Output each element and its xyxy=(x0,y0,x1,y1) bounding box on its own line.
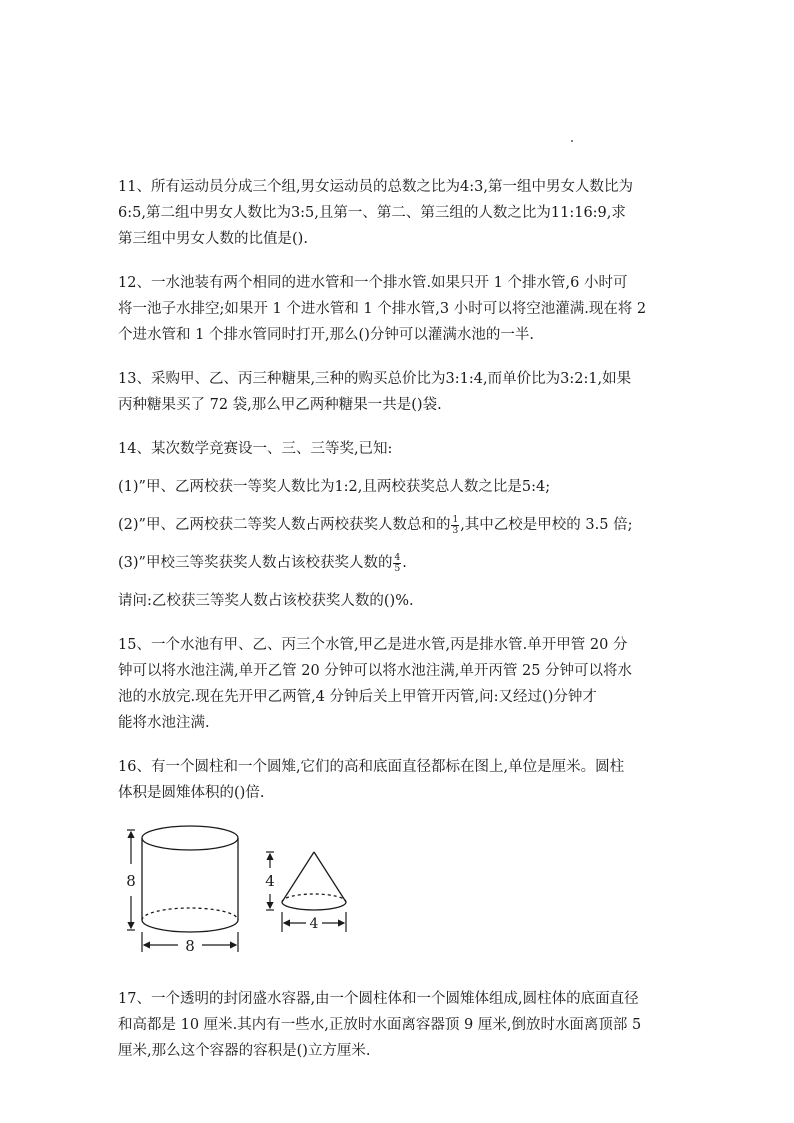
q11-line3: 第三组中男女人数的比值是(). xyxy=(118,231,308,247)
q14-condition-1: (1)”甲、乙两校获一等奖人数比为1:2,且两校获奖总人数之比是5:4; xyxy=(118,479,551,495)
question-12 xyxy=(118,270,678,348)
q17-line1: 17、一个透明的封闭盛水容器,由一个圆柱体和一个圆雉体组成,圆柱体的底面直径 xyxy=(118,991,639,1007)
q13-line1: 13、采购甲、乙、丙三种糖果,三种的购买总价比为3:1:4,而单价比为3:2:1,如果 xyxy=(118,371,632,387)
cylinder-height-label: 8 xyxy=(126,872,136,890)
q12-line1: 12、一水池装有两个相同的进水管和一个排水管.如果只开 1 个排水管,6 小时可 xyxy=(118,275,628,291)
q15-line3: 池的水放完.现在先开甲乙两管,4 分钟后关上甲管开丙管,问:又经过()分钟才 xyxy=(118,689,597,705)
question-13 xyxy=(118,366,678,418)
q14-condition-2 xyxy=(118,512,678,538)
q14-intro: 14、某次数学竞赛设一、三、三等奖,已知: xyxy=(118,441,393,457)
q17-line2: 和高都是 10 厘米.其内有一些水,正放时水面离容器顶 9 厘米,倒放时水面离顶部 5 xyxy=(118,1017,642,1033)
cone-height-label: 4 xyxy=(265,872,275,890)
q16-line2: 体积是圆雉体积的()倍. xyxy=(118,785,265,801)
question-17 xyxy=(118,986,678,1064)
q14-c2-text: (2)”甲、乙两校获二等奖人数占两校获奖人数总和的 xyxy=(118,517,451,533)
q11-line1: 11、所有运动员分成三个组,男女运动员的总数之比为4:3,第一组中男女人数比为 xyxy=(118,179,634,195)
q15-line1: 15、一个水池有甲、乙、丙三个水管,甲乙是进水管,丙是排水管.单开甲管 20 分 xyxy=(118,637,628,653)
cylinder-diameter-label: 8 xyxy=(185,937,195,955)
q14-c3-tail: . xyxy=(402,555,407,571)
q11-line2: 6:5,第二组中男女人数比为3:5,且第一、第二、第三组的人数之比为11:16:9,求 xyxy=(118,205,626,221)
scan-speck xyxy=(571,140,573,142)
question-11 xyxy=(118,174,678,252)
q14-ask: 请问:乙校获三等奖人数占该校获奖人数的()%. xyxy=(118,593,414,609)
q14-c3-text: (3)”甲校三等奖获奖人数占该校获奖人数的 xyxy=(118,555,393,571)
q15-line4: 能将水池注满. xyxy=(118,715,210,731)
worksheet xyxy=(118,174,678,1064)
figure-svg xyxy=(118,824,418,964)
q13-line2: 丙种糖果买了 72 袋,那么甲乙两种糖果一共是()袋. xyxy=(118,397,442,413)
q12-line2: 将一池子水排空;如果开 1 个进水管和 1 个排水管,3 小时可以将空池灌满.现在将 2 xyxy=(118,301,647,317)
fraction-one-third: $\frac{1}{3}$ xyxy=(452,514,459,536)
cone-diameter-label: 4 xyxy=(309,916,319,932)
cone-shape xyxy=(282,852,346,910)
q17-line3: 厘米,那么这个容器的容积是()立方厘米. xyxy=(118,1043,371,1059)
question-14 xyxy=(118,436,678,614)
question-15 xyxy=(118,632,678,736)
cylinder-shape xyxy=(142,826,238,932)
cylinder-cone-figure xyxy=(118,824,418,964)
q15-line2: 钟可以将水池注满,单开乙管 20 分钟可以将水池注满,单开丙管 25 分钟可以将水 xyxy=(118,663,633,679)
question-16 xyxy=(118,754,678,806)
q14-condition-3 xyxy=(118,550,678,576)
q16-line1: 16、有一个圆柱和一个圆雉,它们的高和底面直径都标在图上,单位是厘米。圆柱 xyxy=(118,759,625,775)
fraction-four-fifths: $\frac{4}{5}$ xyxy=(394,552,401,574)
q14-c2-tail: ,其中乙校是甲校的 3.5 倍; xyxy=(460,517,633,533)
q12-line3: 个进水管和 1 个排水管同时打开,那么()分钟可以灌满水池的一半. xyxy=(118,327,534,343)
